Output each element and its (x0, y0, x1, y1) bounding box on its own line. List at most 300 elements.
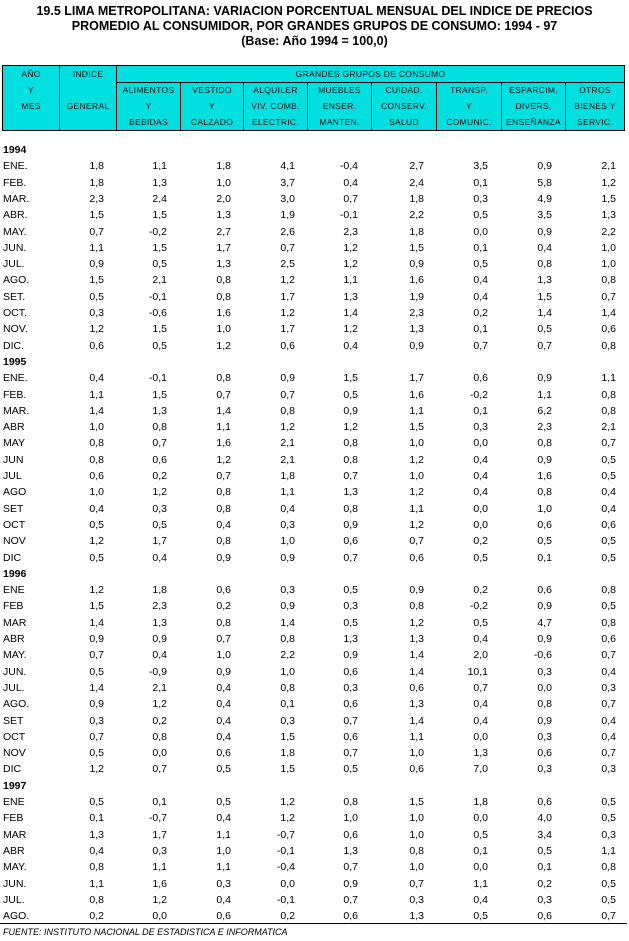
month-label: JUL. (3, 893, 25, 906)
header-group-label: MUEBLES (318, 85, 361, 95)
table-cell: 0,3 (89, 307, 104, 319)
table-cell: 1,2 (343, 323, 358, 336)
table-cell: 1,8 (473, 796, 488, 808)
year-row (0, 566, 629, 582)
title-line-1: 19.5 LIMA METROPOLITANA: VARIACION PORCENTUAL MENSUAL DEL INDICE DE PRECIOS (36, 4, 593, 18)
table-cell: 0,2 (89, 910, 104, 923)
table-cell: 0,8 (216, 535, 231, 548)
table-cell: 0,0 (473, 730, 488, 743)
table-cell: 0,8 (601, 388, 616, 401)
table-cell: 0,3 (343, 600, 358, 613)
table-cell: 0,9 (537, 453, 552, 466)
table-cell: 1,2 (280, 812, 295, 825)
table-cell: 0,4 (473, 893, 488, 906)
header-group-label: SALUD (389, 117, 419, 127)
table-cell: 0,4 (473, 486, 488, 499)
table-cell: 2,3 (343, 225, 358, 238)
table-cell: 0,6 (343, 535, 358, 548)
table-cell: 0,4 (89, 372, 104, 385)
table-cell: 3,5 (473, 160, 488, 173)
table-cell: 0,1 (537, 551, 552, 564)
table-cell: 0,5 (89, 665, 104, 678)
table-cell: 1,0 (89, 421, 104, 434)
header-group-label: OTROS (579, 85, 611, 95)
table-cell: 1,5 (409, 421, 424, 434)
table-cell: 1,8 (280, 747, 295, 760)
table-cell: 0,4 (343, 176, 358, 189)
table-row (0, 713, 629, 729)
table-cell: 2,0 (216, 192, 231, 205)
month-label: OCT. (3, 307, 27, 319)
table-cell: 1,7 (152, 828, 167, 841)
table-cell: 1,6 (537, 470, 552, 482)
table-row (0, 696, 629, 712)
header-group-label: CALZADO (190, 117, 234, 127)
table-cell: 0,4 (473, 290, 488, 303)
table-cell: 1,4 (409, 714, 424, 727)
table-cell: 0,5 (343, 584, 358, 597)
table-cell: 1,3 (409, 323, 424, 336)
header-group-1 (117, 82, 181, 130)
table-cell: 0,1 (473, 176, 488, 189)
table-cell: 0,8 (89, 437, 104, 450)
table-cell: 0,3 (601, 828, 616, 841)
table-cell: -0,4 (276, 861, 295, 874)
table-cell: 1,1 (409, 404, 424, 417)
table-cell: 0,1 (280, 698, 295, 711)
month-label: FEB (3, 600, 24, 613)
table-cell: -0,1 (148, 372, 167, 385)
year-label: 1996 (3, 567, 27, 580)
table-cell: 0,2 (473, 307, 488, 319)
table-cell: 0,9 (537, 160, 552, 173)
table-cell: 0,5 (473, 910, 488, 923)
table-cell: 1,0 (409, 470, 424, 482)
header-group-5 (372, 82, 437, 130)
table-cell: 0,5 (343, 763, 358, 776)
table-cell: 0,5 (601, 470, 616, 482)
table-cell: 1,0 (89, 486, 104, 499)
table-cell: 0,7 (343, 893, 358, 906)
table-cell: 0,5 (89, 518, 104, 531)
month-label: AGO. (3, 698, 30, 711)
header-group-4 (308, 82, 372, 130)
table-cell: 0,2 (537, 877, 552, 890)
table-cell: 0,5 (473, 828, 488, 841)
table-cell: 0,4 (216, 698, 231, 711)
table-cell: 0,1 (473, 241, 488, 254)
table-cell: 1,1 (89, 877, 104, 890)
table-cell: -0,2 (469, 600, 488, 613)
month-label: ABR. (3, 209, 28, 222)
header-group-6 (437, 82, 502, 130)
table-row (0, 419, 629, 435)
header-group-label: ENSER. (322, 101, 357, 111)
header-group-label: Y (466, 101, 472, 111)
header-mes-label: MES (21, 101, 41, 111)
table-cell: -0,9 (148, 665, 167, 678)
table-cell: 0,4 (473, 698, 488, 711)
table-row (0, 631, 629, 647)
table-cell: 1,0 (280, 535, 295, 548)
table-cell: 0,9 (409, 339, 424, 352)
table-cell: 0,6 (409, 681, 424, 694)
table-cell: 1,1 (280, 486, 295, 499)
table-cell: 0,3 (280, 518, 295, 531)
table-cell: 0,7 (537, 339, 552, 352)
table-cell: 0,8 (280, 404, 295, 417)
table-cell: 0,4 (216, 714, 231, 727)
table-cell: 0,0 (473, 861, 488, 874)
table-cell: 0,9 (280, 600, 295, 613)
table-cell: 0,0 (473, 518, 488, 531)
header-group-label: DIVERS. (515, 101, 552, 111)
table-cell: 0,0 (537, 681, 552, 694)
table-cell: 2,6 (280, 225, 295, 238)
table-cell: 0,5 (343, 616, 358, 629)
table-cell: 0,3 (152, 502, 167, 515)
table-cell: 1,0 (409, 812, 424, 825)
header-group-label: VESTIDO (192, 85, 232, 95)
table-cell: 1,7 (280, 290, 295, 303)
table-cell: 0,8 (601, 616, 616, 629)
year-label: 1995 (3, 355, 27, 368)
table-cell: 0,6 (343, 910, 358, 923)
table-cell: 1,5 (152, 388, 167, 401)
table-cell: 0,3 (409, 893, 424, 906)
table-cell: -0,7 (276, 828, 295, 841)
table-row (0, 517, 629, 533)
header-group-label: Y (209, 101, 215, 111)
table-row (0, 876, 629, 892)
header-group-3 (244, 82, 308, 130)
table-cell: 0,1 (473, 404, 488, 417)
table-cell: 1,2 (280, 421, 295, 434)
table-cell: 0,4 (537, 241, 552, 254)
table-cell: 1,1 (343, 274, 358, 287)
year-row (0, 142, 629, 158)
table-cell: 0,4 (216, 730, 231, 743)
month-label: FEB (3, 812, 24, 825)
table-cell: 0,3 (601, 681, 616, 694)
table-cell: 1,1 (601, 372, 616, 385)
table-cell: -0,1 (276, 893, 295, 906)
table-cell: 2,0 (473, 649, 488, 662)
table-cell: 0,8 (280, 633, 295, 645)
table-cell: 1,3 (152, 616, 167, 629)
table-row (0, 680, 629, 696)
table-cell: 1,6 (216, 437, 231, 450)
table-row (0, 289, 629, 305)
table-cell: 1,2 (343, 258, 358, 271)
table-cell: 0,8 (343, 453, 358, 466)
month-label: JUN. (3, 877, 27, 890)
table-cell: 1,1 (216, 421, 231, 434)
table-cell: 1,4 (89, 404, 104, 417)
table-row (0, 533, 629, 549)
table-cell: 0,6 (601, 633, 616, 645)
table-cell: 0,9 (152, 633, 167, 645)
table-cell: 1,2 (280, 796, 295, 808)
table-cell: 1,2 (343, 241, 358, 254)
table-cell: 1,0 (601, 258, 616, 271)
table-cell: 1,5 (537, 290, 552, 303)
table-row (0, 387, 629, 403)
table-cell: 1,3 (89, 828, 104, 841)
table-cell: 0,5 (216, 796, 231, 808)
table-cell: 0,4 (473, 470, 488, 482)
table-cell: 0,7 (343, 192, 358, 205)
table-cell: 1,3 (343, 290, 358, 303)
table-cell: 0,8 (537, 698, 552, 711)
table-cell: 0,5 (473, 258, 488, 271)
month-label: DIC. (3, 339, 24, 352)
table-cell: -0,7 (148, 812, 167, 825)
table-cell: 0,3 (473, 192, 488, 205)
table-cell: 1,5 (601, 192, 616, 205)
header-grandes-grupos: GRANDES GRUPOS DE CONSUMO (117, 66, 624, 83)
table-cell: 0,5 (89, 290, 104, 303)
header-group-label: ELECTRIC. (251, 117, 300, 127)
table-cell: 0,4 (601, 730, 616, 743)
table-row (0, 240, 629, 256)
table-cell: 1,2 (89, 535, 104, 548)
table-cell: 0,1 (473, 844, 488, 857)
table-cell: 0,4 (601, 665, 616, 678)
month-label: ABR (3, 633, 25, 645)
table-cell: 1,0 (343, 812, 358, 825)
header-group-2 (181, 82, 244, 130)
table-cell: -0,2 (469, 388, 488, 401)
table-cell: 0,6 (537, 584, 552, 597)
table-cell: 0,8 (343, 796, 358, 808)
table-cell: 0,1 (152, 796, 167, 808)
table-cell: 0,3 (601, 763, 616, 776)
table-cell: 1,8 (89, 160, 104, 173)
table-cell: 0,5 (601, 551, 616, 564)
table-cell: 1,2 (409, 518, 424, 531)
month-label: MAY. (3, 861, 27, 874)
table-cell: 1,1 (473, 877, 488, 890)
table-cell: 0,6 (537, 796, 552, 808)
table-cell: -0,1 (339, 209, 358, 222)
month-label: AGO (3, 486, 27, 499)
table-cell: 0,5 (601, 453, 616, 466)
table-cell: 1,0 (409, 861, 424, 874)
table-row (0, 794, 629, 810)
table-cell: 0,6 (343, 730, 358, 743)
table-cell: 1,7 (152, 535, 167, 548)
header-group-label: ALIMENTOS (122, 85, 175, 95)
table-cell: 0,8 (216, 274, 231, 287)
table-cell: 0,8 (343, 502, 358, 515)
table-cell: 0,4 (152, 649, 167, 662)
table-cell: 6,2 (537, 404, 552, 417)
table-cell: 1,0 (409, 437, 424, 450)
table-cell: 1,6 (409, 388, 424, 401)
table-row (0, 452, 629, 468)
table-cell: 1,1 (152, 160, 167, 173)
table-cell: 0,2 (473, 584, 488, 597)
month-label: OCT (3, 730, 26, 743)
table-cell: 0,5 (152, 339, 167, 352)
table-cell: 0,9 (343, 649, 358, 662)
table-cell: -0,1 (148, 290, 167, 303)
table-cell: 0,3 (280, 584, 295, 597)
table-cell: 1,2 (152, 486, 167, 499)
table-cell: 0,8 (601, 274, 616, 287)
table-cell: 1,4 (280, 616, 295, 629)
table-cell: 0,8 (152, 730, 167, 743)
table-cell: 0,8 (216, 502, 231, 515)
header-group-label: BIENES Y (574, 101, 616, 111)
table-cell: 0,8 (601, 339, 616, 352)
table-row (0, 272, 629, 288)
table-cell: 0,5 (343, 388, 358, 401)
table-cell: 0,6 (343, 698, 358, 711)
table-row (0, 745, 629, 761)
table-cell: 0,0 (473, 225, 488, 238)
table-cell: 0,6 (343, 828, 358, 841)
month-label: JUN. (3, 665, 27, 678)
table-cell: 0,9 (89, 633, 104, 645)
table-row (0, 810, 629, 826)
month-label: SET (3, 714, 24, 727)
table-cell: 1,2 (409, 616, 424, 629)
table-cell: 1,7 (216, 241, 231, 254)
table-cell: 0,5 (601, 877, 616, 890)
table-cell: 0,8 (216, 290, 231, 303)
table-row (0, 224, 629, 240)
table-cell: 0,7 (216, 633, 231, 645)
table-row (0, 338, 629, 354)
header-group-8 (566, 82, 624, 130)
month-label: ENE. (3, 372, 28, 385)
table-cell: 0,4 (473, 633, 488, 645)
title-line-3: (Base: Año 1994 = 100,0) (241, 34, 388, 48)
table-cell: 0,4 (89, 844, 104, 857)
table-cell: 1,4 (409, 649, 424, 662)
table-cell: 1,5 (409, 241, 424, 254)
month-label: MAY. (3, 225, 27, 238)
table-row (0, 647, 629, 663)
table-cell: 0,7 (280, 388, 295, 401)
table-cell: 0,4 (89, 502, 104, 515)
table-cell: 1,0 (216, 176, 231, 189)
table-cell: 0,8 (537, 486, 552, 499)
month-label: NOV. (3, 323, 28, 336)
table-cell: 4,9 (537, 192, 552, 205)
year-label: 1997 (3, 779, 27, 792)
table-cell: 1,5 (280, 730, 295, 743)
table-cell: 0,9 (343, 877, 358, 890)
table-cell: 0,8 (601, 861, 616, 874)
table-cell: 0,5 (601, 535, 616, 548)
header-group-label: Y (145, 101, 152, 111)
header-general-label: GENERAL (66, 101, 110, 111)
table-cell: 0,7 (601, 290, 616, 303)
table-cell: 1,4 (537, 307, 552, 319)
table-cell: 0,9 (537, 372, 552, 385)
table-header (2, 65, 625, 131)
table-cell: 1,8 (152, 584, 167, 597)
table-row (0, 370, 629, 386)
table-cell: 0,7 (343, 551, 358, 564)
table-cell: 1,5 (89, 274, 104, 287)
header-group-label: CONSERV. (381, 101, 427, 111)
table-cell: 0,9 (343, 518, 358, 531)
table-cell: 0,9 (89, 698, 104, 711)
table-cell: 2,3 (89, 192, 104, 205)
table-cell: 7,0 (473, 763, 488, 776)
year-label: 1994 (3, 144, 27, 156)
table-row (0, 892, 629, 908)
month-label: JUL. (3, 681, 25, 694)
table-cell: 0,7 (343, 470, 358, 482)
table-cell: 1,2 (409, 453, 424, 466)
table-cell: 3,5 (537, 209, 552, 222)
table-cell: 0,2 (280, 910, 295, 923)
table-cell: 1,5 (280, 763, 295, 776)
table-cell: 0,7 (473, 681, 488, 694)
table-cell: 0,4 (216, 812, 231, 825)
month-label: NOV (3, 747, 26, 760)
table-cell: 0,6 (537, 910, 552, 923)
header-group-label: ESPARCIM. (509, 85, 558, 95)
header-ano-label: AÑO (21, 69, 41, 79)
table-cell: 2,2 (280, 649, 295, 662)
table-cell: 1,4 (409, 665, 424, 678)
month-label: MAR (3, 616, 27, 629)
table-cell: 1,3 (343, 844, 358, 857)
month-label: MAY. (3, 649, 27, 662)
table-row (0, 256, 629, 272)
table-cell: 0,6 (216, 747, 231, 760)
table-cell: 0,5 (89, 551, 104, 564)
month-label: MAR. (3, 192, 30, 205)
table-row (0, 582, 629, 598)
footer-divider (0, 923, 627, 924)
table-cell: 0,7 (601, 437, 616, 450)
table-cell: 0,6 (343, 665, 358, 678)
table-cell: 0,4 (280, 502, 295, 515)
table-cell: 0,9 (409, 258, 424, 271)
table-cell: 0,7 (601, 698, 616, 711)
table-cell: 0,0 (473, 812, 488, 825)
table-cell: 0,3 (537, 665, 552, 678)
table-cell: 0,7 (280, 241, 295, 254)
table-cell: 1,1 (409, 502, 424, 515)
table-cell: 0,7 (343, 714, 358, 727)
table-cell: 0,5 (601, 812, 616, 825)
table-cell: 0,4 (601, 486, 616, 499)
table-cell: 1,3 (473, 747, 488, 760)
table-cell: 0,7 (343, 747, 358, 760)
table-cell: 0,8 (409, 844, 424, 857)
table-cell: 0,5 (89, 796, 104, 808)
table-cell: 1,4 (216, 404, 231, 417)
table-cell: 0,3 (343, 681, 358, 694)
table-cell: 0,8 (601, 404, 616, 417)
table-cell: 0,8 (280, 681, 295, 694)
table-cell: 0,5 (537, 323, 552, 336)
table-cell: 0,6 (216, 910, 231, 923)
header-group-label: ENSEÑANZA (506, 117, 561, 127)
table-cell: 1,0 (537, 502, 552, 515)
header-group-label: CUIDAD. (385, 85, 423, 95)
month-label: DIC (3, 763, 22, 776)
table-cell: 0,7 (601, 910, 616, 923)
